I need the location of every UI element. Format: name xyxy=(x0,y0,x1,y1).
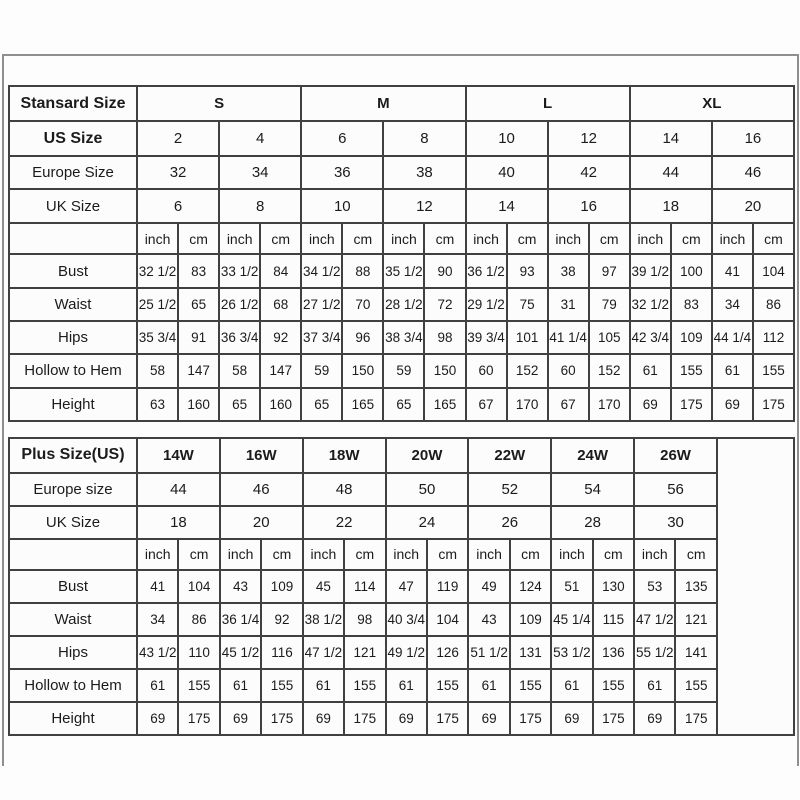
size-group-header: 20W xyxy=(386,438,469,473)
size-value-cell: 54 xyxy=(551,473,634,506)
measurement-value-cell: 59 xyxy=(383,354,424,387)
measurement-value-cell: 150 xyxy=(342,354,383,387)
table-header-row xyxy=(9,438,794,473)
size-value-cell: 26 xyxy=(468,506,551,539)
unit-cm-cell: cm xyxy=(589,223,630,255)
unit-inch-cell: inch xyxy=(634,539,675,570)
measurement-value-cell: 45 xyxy=(303,570,344,603)
measurement-value-cell: 58 xyxy=(219,354,260,387)
measurement-row xyxy=(9,354,794,387)
measurement-value-cell: 37 3/4 xyxy=(301,321,342,354)
measurement-value-cell: 100 xyxy=(671,254,712,287)
measurement-value-cell: 47 1/2 xyxy=(303,636,344,669)
measurement-value-cell: 69 xyxy=(220,702,261,735)
measurement-value-cell: 38 1/2 xyxy=(303,603,344,636)
measurement-value-cell: 92 xyxy=(261,603,302,636)
measurement-row xyxy=(9,570,794,603)
size-value-cell: 38 xyxy=(383,156,465,189)
size-value-cell: 32 xyxy=(137,156,219,189)
measurement-value-cell: 109 xyxy=(671,321,712,354)
unit-header-row xyxy=(9,223,794,255)
unit-cm-cell: cm xyxy=(593,539,634,570)
measurement-value-cell: 90 xyxy=(424,254,465,287)
empty-label-cell xyxy=(9,223,137,255)
size-value-cell: 8 xyxy=(219,189,301,222)
measurement-value-cell: 61 xyxy=(137,669,178,702)
measurement-value-cell: 49 1/2 xyxy=(386,636,427,669)
measurement-value-cell: 67 xyxy=(466,388,507,421)
measurement-value-cell: 44 1/4 xyxy=(712,321,753,354)
size-value-cell: 20 xyxy=(712,189,794,222)
size-value-cell: 56 xyxy=(634,473,717,506)
measurement-label: Bust xyxy=(9,254,137,287)
measurement-value-cell: 115 xyxy=(593,603,634,636)
measurement-value-cell: 40 3/4 xyxy=(386,603,427,636)
measurement-value-cell: 97 xyxy=(589,254,630,287)
measurement-row xyxy=(9,254,794,287)
unit-inch-cell: inch xyxy=(303,539,344,570)
size-value-cell: 16 xyxy=(548,189,630,222)
unit-inch-cell: inch xyxy=(301,223,342,255)
measurement-value-cell: 116 xyxy=(261,636,302,669)
measurement-value-cell: 101 xyxy=(507,321,548,354)
measurement-value-cell: 35 1/2 xyxy=(383,254,424,287)
unit-cm-cell: cm xyxy=(671,223,712,255)
measurement-value-cell: 155 xyxy=(510,669,551,702)
measurement-value-cell: 175 xyxy=(261,702,302,735)
size-value-cell: 48 xyxy=(303,473,386,506)
size-conversion-row xyxy=(9,121,794,156)
unit-inch-cell: inch xyxy=(386,539,427,570)
size-group-header: 24W xyxy=(551,438,634,473)
measurement-value-cell: 155 xyxy=(671,354,712,387)
measurement-value-cell: 38 3/4 xyxy=(383,321,424,354)
measurement-value-cell: 84 xyxy=(260,254,301,287)
measurement-value-cell: 47 1/2 xyxy=(634,603,675,636)
measurement-row xyxy=(9,321,794,354)
size-group-header: 22W xyxy=(468,438,551,473)
unit-header-row xyxy=(9,539,794,570)
unit-cm-cell: cm xyxy=(260,223,301,255)
measurement-value-cell: 119 xyxy=(427,570,468,603)
measurement-value-cell: 130 xyxy=(593,570,634,603)
measurement-value-cell: 86 xyxy=(753,288,794,321)
size-value-cell: 30 xyxy=(634,506,717,539)
measurement-value-cell: 83 xyxy=(178,254,219,287)
measurement-row xyxy=(9,603,794,636)
measurement-value-cell: 31 xyxy=(548,288,589,321)
measurement-value-cell: 65 xyxy=(178,288,219,321)
measurement-value-cell: 160 xyxy=(178,388,219,421)
measurement-value-cell: 175 xyxy=(671,388,712,421)
measurement-value-cell: 49 xyxy=(468,570,509,603)
measurement-value-cell: 38 xyxy=(548,254,589,287)
measurement-value-cell: 150 xyxy=(424,354,465,387)
measurement-row xyxy=(9,669,794,702)
measurement-value-cell: 92 xyxy=(260,321,301,354)
row-label: Europe Size xyxy=(9,156,137,189)
measurement-value-cell: 28 1/2 xyxy=(383,288,424,321)
size-value-cell: 44 xyxy=(137,473,220,506)
measurement-value-cell: 36 1/4 xyxy=(220,603,261,636)
size-value-cell: 14 xyxy=(630,121,712,156)
measurement-value-cell: 155 xyxy=(593,669,634,702)
size-group-header: 16W xyxy=(220,438,303,473)
measurement-value-cell: 98 xyxy=(424,321,465,354)
measurement-value-cell: 96 xyxy=(342,321,383,354)
measurement-value-cell: 51 xyxy=(551,570,592,603)
measurement-row xyxy=(9,636,794,669)
unit-inch-cell: inch xyxy=(219,223,260,255)
measurement-value-cell: 91 xyxy=(178,321,219,354)
measurement-value-cell: 61 xyxy=(712,354,753,387)
measurement-value-cell: 43 xyxy=(468,603,509,636)
measurement-value-cell: 34 xyxy=(712,288,753,321)
size-value-cell: 18 xyxy=(630,189,712,222)
measurement-value-cell: 121 xyxy=(675,603,717,636)
measurement-value-cell: 170 xyxy=(589,388,630,421)
measurement-label: Hips xyxy=(9,636,137,669)
unit-cm-cell: cm xyxy=(675,539,717,570)
measurement-value-cell: 29 1/2 xyxy=(466,288,507,321)
measurement-value-cell: 53 xyxy=(634,570,675,603)
measurement-value-cell: 45 1/2 xyxy=(220,636,261,669)
row-label: UK Size xyxy=(9,189,137,222)
measurement-value-cell: 175 xyxy=(344,702,385,735)
measurement-value-cell: 155 xyxy=(261,669,302,702)
measurement-value-cell: 69 xyxy=(386,702,427,735)
size-group-header: M xyxy=(301,86,465,121)
measurement-value-cell: 110 xyxy=(178,636,219,669)
measurement-value-cell: 39 1/2 xyxy=(630,254,671,287)
size-value-cell: 34 xyxy=(219,156,301,189)
measurement-value-cell: 39 3/4 xyxy=(466,321,507,354)
measurement-value-cell: 104 xyxy=(427,603,468,636)
measurement-value-cell: 147 xyxy=(178,354,219,387)
unit-cm-cell: cm xyxy=(342,223,383,255)
measurement-value-cell: 61 xyxy=(468,669,509,702)
measurement-value-cell: 175 xyxy=(675,702,717,735)
standard-size-table xyxy=(8,85,795,422)
measurement-value-cell: 104 xyxy=(178,570,219,603)
size-value-cell: 44 xyxy=(630,156,712,189)
measurement-value-cell: 65 xyxy=(301,388,342,421)
unit-inch-cell: inch xyxy=(630,223,671,255)
measurement-value-cell: 175 xyxy=(427,702,468,735)
measurement-value-cell: 69 xyxy=(551,702,592,735)
measurement-value-cell: 155 xyxy=(178,669,219,702)
measurement-label: Hollow to Hem xyxy=(9,669,137,702)
size-conversion-row xyxy=(9,473,794,506)
unit-inch-cell: inch xyxy=(383,223,424,255)
measurement-value-cell: 155 xyxy=(675,669,717,702)
measurement-value-cell: 79 xyxy=(589,288,630,321)
measurement-label: Hips xyxy=(9,321,137,354)
size-conversion-row xyxy=(9,156,794,189)
measurement-label: Height xyxy=(9,388,137,421)
measurement-value-cell: 131 xyxy=(510,636,551,669)
unit-inch-cell: inch xyxy=(468,539,509,570)
measurement-value-cell: 32 1/2 xyxy=(630,288,671,321)
measurement-value-cell: 34 1/2 xyxy=(301,254,342,287)
size-value-cell: 12 xyxy=(383,189,465,222)
unit-cm-cell: cm xyxy=(753,223,794,255)
size-value-cell: 10 xyxy=(301,189,383,222)
unit-inch-cell: inch xyxy=(137,539,178,570)
measurement-value-cell: 155 xyxy=(344,669,385,702)
measurement-value-cell: 83 xyxy=(671,288,712,321)
unit-inch-cell: inch xyxy=(712,223,753,255)
size-group-header: 18W xyxy=(303,438,386,473)
measurement-value-cell: 41 xyxy=(712,254,753,287)
measurement-value-cell: 155 xyxy=(427,669,468,702)
unit-inch-cell: inch xyxy=(548,223,589,255)
measurement-label: Hollow to Hem xyxy=(9,354,137,387)
measurement-value-cell: 26 1/2 xyxy=(219,288,260,321)
measurement-value-cell: 69 xyxy=(137,702,178,735)
measurement-value-cell: 33 1/2 xyxy=(219,254,260,287)
measurement-value-cell: 61 xyxy=(386,669,427,702)
measurement-value-cell: 175 xyxy=(178,702,219,735)
measurement-value-cell: 72 xyxy=(424,288,465,321)
measurement-value-cell: 60 xyxy=(466,354,507,387)
size-value-cell: 14 xyxy=(466,189,548,222)
unit-cm-cell: cm xyxy=(510,539,551,570)
measurement-value-cell: 170 xyxy=(507,388,548,421)
measurement-value-cell: 41 xyxy=(137,570,178,603)
unit-inch-cell: inch xyxy=(466,223,507,255)
measurement-value-cell: 43 xyxy=(220,570,261,603)
measurement-value-cell: 65 xyxy=(219,388,260,421)
measurement-value-cell: 25 1/2 xyxy=(137,288,178,321)
measurement-value-cell: 63 xyxy=(137,388,178,421)
measurement-value-cell: 114 xyxy=(344,570,385,603)
unit-cm-cell: cm xyxy=(178,539,219,570)
measurement-value-cell: 124 xyxy=(510,570,551,603)
measurement-value-cell: 136 xyxy=(593,636,634,669)
unit-cm-cell: cm xyxy=(507,223,548,255)
measurement-value-cell: 88 xyxy=(342,254,383,287)
measurement-label: Bust xyxy=(9,570,137,603)
measurement-value-cell: 104 xyxy=(753,254,794,287)
measurement-value-cell: 61 xyxy=(303,669,344,702)
measurement-row xyxy=(9,388,794,421)
measurement-label: Waist xyxy=(9,288,137,321)
unit-cm-cell: cm xyxy=(178,223,219,255)
empty-cell xyxy=(717,438,794,735)
size-value-cell: 36 xyxy=(301,156,383,189)
size-value-cell: 42 xyxy=(548,156,630,189)
measurement-value-cell: 98 xyxy=(344,603,385,636)
measurement-value-cell: 135 xyxy=(675,570,717,603)
row-label: US Size xyxy=(9,121,137,156)
size-value-cell: 18 xyxy=(137,506,220,539)
measurement-value-cell: 65 xyxy=(383,388,424,421)
unit-cm-cell: cm xyxy=(261,539,302,570)
size-value-cell: 8 xyxy=(383,121,465,156)
measurement-value-cell: 175 xyxy=(753,388,794,421)
measurement-value-cell: 61 xyxy=(220,669,261,702)
size-conversion-row xyxy=(9,506,794,539)
measurement-label: Height xyxy=(9,702,137,735)
size-value-cell: 52 xyxy=(468,473,551,506)
size-value-cell: 12 xyxy=(548,121,630,156)
measurement-value-cell: 27 1/2 xyxy=(301,288,342,321)
size-group-header: XL xyxy=(630,86,794,121)
measurement-value-cell: 41 1/4 xyxy=(548,321,589,354)
measurement-value-cell: 69 xyxy=(468,702,509,735)
measurement-value-cell: 36 3/4 xyxy=(219,321,260,354)
measurement-value-cell: 165 xyxy=(424,388,465,421)
measurement-value-cell: 175 xyxy=(593,702,634,735)
unit-inch-cell: inch xyxy=(220,539,261,570)
unit-inch-cell: inch xyxy=(551,539,592,570)
size-value-cell: 28 xyxy=(551,506,634,539)
measurement-value-cell: 59 xyxy=(301,354,342,387)
measurement-value-cell: 32 1/2 xyxy=(137,254,178,287)
measurement-value-cell: 141 xyxy=(675,636,717,669)
measurement-value-cell: 43 1/2 xyxy=(137,636,178,669)
measurement-value-cell: 68 xyxy=(260,288,301,321)
measurement-value-cell: 175 xyxy=(510,702,551,735)
measurement-value-cell: 61 xyxy=(630,354,671,387)
measurement-value-cell: 126 xyxy=(427,636,468,669)
size-group-header: L xyxy=(466,86,630,121)
size-value-cell: 40 xyxy=(466,156,548,189)
unit-cm-cell: cm xyxy=(427,539,468,570)
measurement-value-cell: 53 1/2 xyxy=(551,636,592,669)
measurement-value-cell: 67 xyxy=(548,388,589,421)
measurement-value-cell: 69 xyxy=(303,702,344,735)
table-title: Stansard Size xyxy=(9,86,137,121)
table-title: Plus Size(US) xyxy=(9,438,137,473)
measurement-label: Waist xyxy=(9,603,137,636)
measurement-value-cell: 35 3/4 xyxy=(137,321,178,354)
measurement-row xyxy=(9,702,794,735)
measurement-value-cell: 55 1/2 xyxy=(634,636,675,669)
measurement-value-cell: 155 xyxy=(753,354,794,387)
row-label: UK Size xyxy=(9,506,137,539)
plus-size-table xyxy=(8,437,795,736)
size-value-cell: 6 xyxy=(301,121,383,156)
measurement-value-cell: 75 xyxy=(507,288,548,321)
measurement-value-cell: 152 xyxy=(507,354,548,387)
measurement-value-cell: 61 xyxy=(634,669,675,702)
measurement-value-cell: 105 xyxy=(589,321,630,354)
size-value-cell: 24 xyxy=(386,506,469,539)
size-group-header: 14W xyxy=(137,438,220,473)
measurement-value-cell: 165 xyxy=(342,388,383,421)
measurement-value-cell: 70 xyxy=(342,288,383,321)
measurement-value-cell: 47 xyxy=(386,570,427,603)
unit-inch-cell: inch xyxy=(137,223,178,255)
size-group-header: S xyxy=(137,86,301,121)
measurement-value-cell: 42 3/4 xyxy=(630,321,671,354)
measurement-row xyxy=(9,288,794,321)
size-value-cell: 6 xyxy=(137,189,219,222)
measurement-value-cell: 147 xyxy=(260,354,301,387)
size-value-cell: 46 xyxy=(712,156,794,189)
size-value-cell: 16 xyxy=(712,121,794,156)
measurement-value-cell: 112 xyxy=(753,321,794,354)
measurement-value-cell: 36 1/2 xyxy=(466,254,507,287)
size-value-cell: 50 xyxy=(386,473,469,506)
measurement-value-cell: 109 xyxy=(510,603,551,636)
measurement-value-cell: 45 1/4 xyxy=(551,603,592,636)
measurement-value-cell: 69 xyxy=(712,388,753,421)
measurement-value-cell: 51 1/2 xyxy=(468,636,509,669)
size-group-header: 26W xyxy=(634,438,717,473)
unit-cm-cell: cm xyxy=(344,539,385,570)
size-conversion-row xyxy=(9,189,794,222)
size-value-cell: 2 xyxy=(137,121,219,156)
measurement-value-cell: 69 xyxy=(630,388,671,421)
measurement-value-cell: 69 xyxy=(634,702,675,735)
row-label: Europe size xyxy=(9,473,137,506)
measurement-value-cell: 121 xyxy=(344,636,385,669)
measurement-value-cell: 34 xyxy=(137,603,178,636)
measurement-value-cell: 60 xyxy=(548,354,589,387)
empty-label-cell xyxy=(9,539,137,570)
unit-cm-cell: cm xyxy=(424,223,465,255)
measurement-value-cell: 152 xyxy=(589,354,630,387)
measurement-value-cell: 109 xyxy=(261,570,302,603)
table-header-row xyxy=(9,86,794,121)
measurement-value-cell: 58 xyxy=(137,354,178,387)
size-value-cell: 10 xyxy=(466,121,548,156)
measurement-value-cell: 93 xyxy=(507,254,548,287)
measurement-value-cell: 86 xyxy=(178,603,219,636)
size-value-cell: 22 xyxy=(303,506,386,539)
measurement-value-cell: 160 xyxy=(260,388,301,421)
size-value-cell: 4 xyxy=(219,121,301,156)
measurement-value-cell: 61 xyxy=(551,669,592,702)
size-value-cell: 20 xyxy=(220,506,303,539)
size-value-cell: 46 xyxy=(220,473,303,506)
